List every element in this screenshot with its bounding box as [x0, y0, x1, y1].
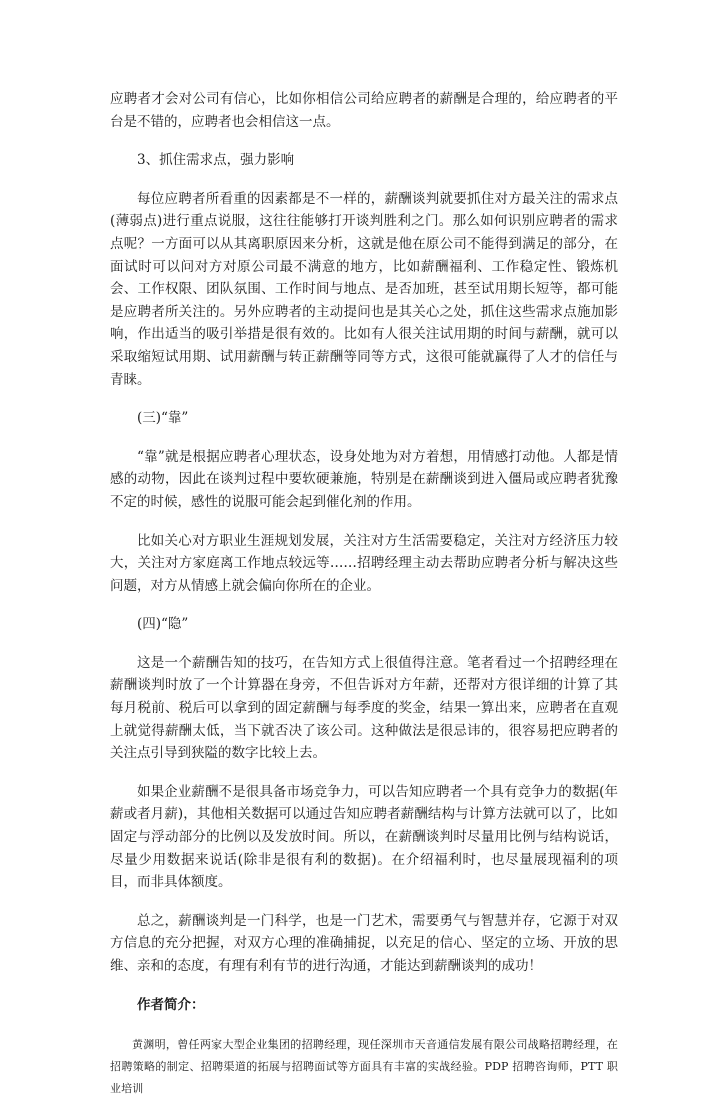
- paragraph-conclusion: 总之，薪酬谈判是一门科学，也是一门艺术，需要勇气与智慧并存，它源于对双方信息的充分把握，对双方心理的准确捕捉，以充足的信心、坚定的立场、开放的思维、亲和的态度，有理有利有节的进行沟通，才能达到薪酬谈判的成功！: [110, 912, 618, 974]
- author-bio: 黄渊明，曾任两家大型企业集团的招聘经理，现任深圳市天音通信发展有限公司战略招聘经理，在招聘策略的制定、招聘渠道的拓展与招聘面试等方面具有丰富的实战经验。PDP 招聘咨询师，PTT 职业培训: [110, 1038, 618, 1096]
- section-heading-3: 3、抓住需求点，强力影响: [137, 152, 295, 169]
- section-heading-kao: (三)“靠”: [137, 410, 189, 427]
- document-page: [110, 88, 618, 1100]
- section-heading-yin: (四)“隐”: [137, 616, 189, 633]
- paragraph-yin-advice: 如果企业薪酬不是很具备市场竞争力，可以告知应聘者一个具有竞争力的数据(年薪或者月薪)，其他相关数据可以通过告知应聘者薪酬结构与计算方法就可以了，比如固定与浮动部分的比例以及发放时间。所以，在薪酬谈判时尽量用比例与结构说话，尽量少用数据来说话(除非是很有利的数据)。在介绍福利时，也尽量展现福利的项目，而非具体额度。: [110, 783, 618, 891]
- paragraph-kao-intro: “靠”就是根据应聘者心理状态，设身处地为对方着想，用情感打动他。人都是情感的动物，因此在谈判过程中要软硬兼施，特别是在薪酬谈到进入僵局或应聘者犹豫不定的时候，感性的说服可能会起到催化剂的作用。: [110, 448, 618, 510]
- paragraph-kao-example: 比如关心对方职业生涯规划发展，关注对方生活需要稳定，关注对方经济压力较大，关注对方家庭离工作地点较远等……招聘经理主动去帮助应聘者分析与解决这些问题，对方从情感上就会偏向你所在的企业。: [110, 532, 618, 594]
- author-intro-heading: 作者简介：: [137, 996, 205, 1013]
- paragraph-continuation: 应聘者才会对公司有信心，比如你相信公司给应聘者的薪酬是合理的，给应聘者的平台是不错的，应聘者也会相信这一点。: [110, 91, 618, 130]
- paragraph-yin-example: 这是一个薪酬告知的技巧，在告知方式上很值得注意。笔者看过一个招聘经理在薪酬谈判时放了一个计算器在身旁，不但告诉对方年薪，还帮对方很详细的计算了其每月税前、税后可以拿到的固定薪酬与每季度的奖金，结果一算出来，应聘者在直观上就觉得薪酬太低，当下就否决了该公司。这种做法是很忌讳的，很容易把应聘者的关注点引导到狭隘的数字比较上去。: [110, 654, 618, 762]
- paragraph-needs-point: 每位应聘者所看重的因素都是不一样的，薪酬谈判就要抓住对方最关注的需求点(薄弱点)进行重点说服，这往往能够打开谈判胜利之门。那么如何识别应聘者的需求点呢？一方面可以从其离职原因来分析，这就是他在原公司不能得到满足的部分，在面试时可以问对方对原公司最不满意的地方，比如薪酬福利、工作稳定性、锻炼机会、工作权限、团队氛围、工作时间与地点、是否加班，甚至试用期长短等，都可能是应聘者所关注的。另外应聘者的主动提问也是其关心之处，抓住这些需求点施加影响，作出适当的吸引举措是很有效的。比如有人很关注试用期的时间与薪酬，就可以采取缩短试用期、试用薪酬与转正薪酬等同等方式，这很可能就赢得了人才的信任与青睐。: [110, 190, 618, 388]
